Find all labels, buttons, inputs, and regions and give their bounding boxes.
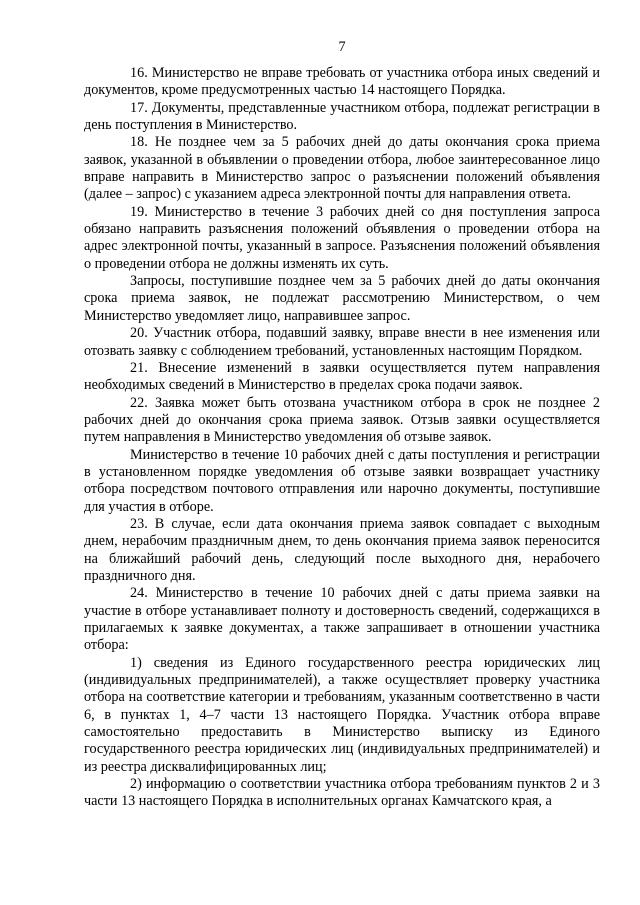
paragraph-19-requests: Запросы, поступившие позднее чем за 5 рабочих дней до даты окончания срока приема заявок, не подлежат рассмотрению Министерством, о чем Министерство уведомляет лицо, направившее запрос. [84, 273, 600, 324]
paragraph-22-return: Министерство в течение 10 рабочих дней с даты поступления и регистрации в установленном порядке уведомления об отзыве заявки возвращает участнику отбора посредством почтового отправления или нарочно документы, поступившие для участия в отборе. [84, 446, 600, 515]
paragraph-19: 19. Министерство в течение 3 рабочих дней со дня поступления запроса обязано направить разъяснения положений объявления о проведении отбора на адрес электронной почты, указанный в запросе. Разъяснения положений объявления о проведении отбора не должны изменять их суть. [84, 203, 600, 272]
document-body [84, 65, 600, 811]
paragraph-24: 24. Министерство в течение 10 рабочих дней с даты приема заявки на участие в отборе устанавливает полноту и достоверность сведений, содержащихся в прилагаемых к заявке документах, а также запрашивает в отношении участника отбора: [84, 585, 600, 654]
paragraph-21: 21. Внесение изменений в заявки осуществляется путем направления необходимых сведений в Министерство в пределах срока подачи заявок. [84, 359, 600, 394]
paragraph-16: 16. Министерство не вправе требовать от участника отбора иных сведений и документов, кроме предусмотренных частью 14 настоящего Порядка. [84, 65, 600, 99]
page-number: 7 [338, 39, 346, 55]
paragraph-24-item-1: 1) сведения из Единого государственного реестра юридических лиц (индивидуальных предпринимателей), а также осуществляет проверку участника отбора на соответствие категории и требованиям, указанным соответственно в части 6, в пунктах 1, 4–7 части 13 настоящего Порядка. Участник отбора вправе самостоятельно предоставить в Министерство выписку из Единого государственного реестра юридических лиц (индивидуальных предпринимателей) и из реестра дисквалифицированных лиц; [84, 654, 600, 775]
paragraph-20: 20. Участник отбора, подавший заявку, вправе внести в нее изменения или отозвать заявку с соблюдением требований, установленных настоящим Порядком. [84, 325, 600, 359]
paragraph-18: 18. Не позднее чем за 5 рабочих дней до даты окончания срока приема заявок, указанной в объявлении о проведении отбора, любое заинтересованное лицо вправе направить в Министерство запрос о разъяснении положений объявления (далее – запрос) с указанием адреса электронной почты для направления ответа. [84, 134, 600, 203]
paragraph-24-item-2: 2) информацию о соответствии участника отбора требованиям пунктов 2 и 3 части 13 настоящего Порядка в исполнительных органах Камчатского края, а [84, 776, 600, 810]
paragraph-22: 22. Заявка может быть отозвана участником отбора в срок не позднее 2 рабочих дней до окончания срока приема заявок. Отзыв заявки осуществляется путем направления в Министерство уведомления об отзыве заявок. [84, 394, 600, 446]
paragraph-23: 23. В случае, если дата окончания приема заявок совпадает с выходным днем, нерабочим праздничным днем, то день окончания приема заявок переносится на ближайший рабочий день, следующий после выходного дня, нерабочего праздничного дня. [84, 515, 600, 584]
paragraph-17: 17. Документы, представленные участником отбора, подлежат регистрации в день поступления в Министерство. [84, 99, 600, 134]
